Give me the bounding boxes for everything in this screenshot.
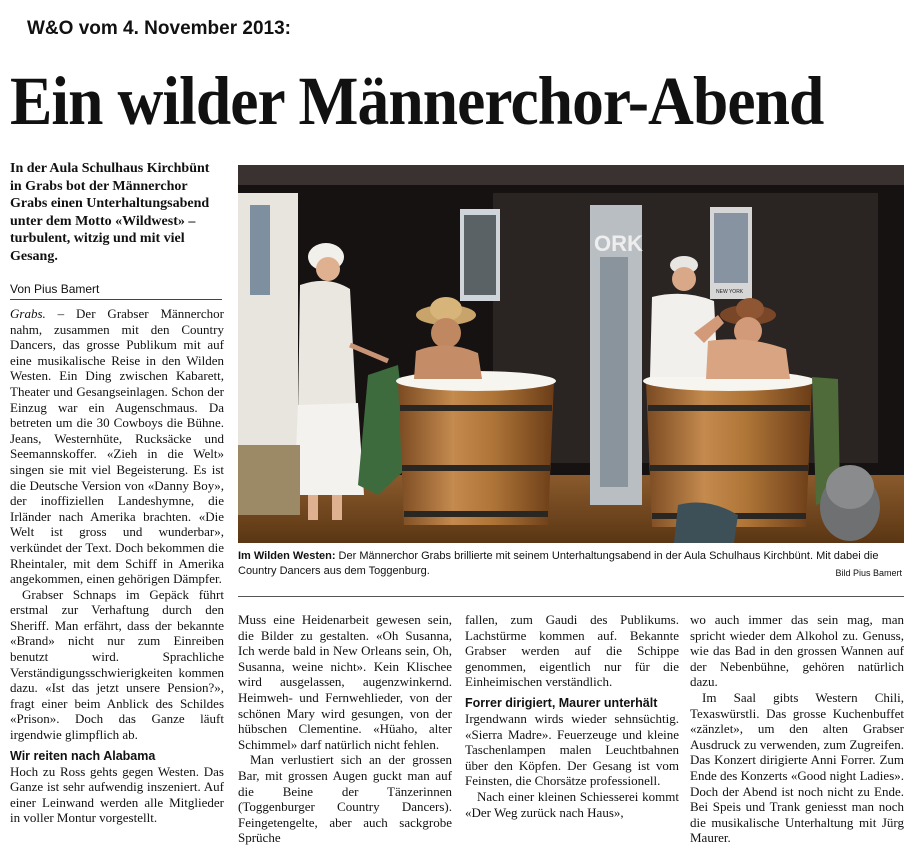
article-photo bbox=[238, 165, 904, 543]
paragraph-ross: Hoch zu Ross gehts gegen Westen. Das Ganze ist sehr aufwendig inszeniert. Auf einer Leinwand werden alle Mitglieder in voller Montur vorgestellt. bbox=[10, 763, 224, 826]
poster-new-york bbox=[710, 207, 752, 299]
paragraph-intro-text: – Der Grabser Männerchor nahm, zusammen mit den Country Dancers, das grosse Publikum mit auf eine musikalische Reise in den Wilden Westen. Ein Ding zwischen Kabarett, Theater und Gesangseinlagen. Schon der Einzug war ein Augenschmaus. Da betreten um die 30 Cowboys die Bühne. Jeans, Westernhüte, Rucksäcke und Seemannskoffer. «Zieh in die Welt» singen sie mit viel Begeisterung. Es ist die Deutsche Version von «Danny Boy», der inoffiziellen Landeshymne, die Irländer nach Amerika brachten. «Die Welt ist gross und wunderbar», verkündet der Text. Doch bekommen die Rheintaler, mit dem Schiff in Amerika angekommen, einen gehörigen Dämpfer. bbox=[10, 306, 224, 587]
poster-ork-text: ORK bbox=[594, 231, 643, 256]
paragraph-western-chili: Im Saal gibts Western Chili, Texaswürstli. Das grosse Kuchenbuffet «zänzlet», um den alten Grabser Ausdruck zu verwenden, zum Zugreifen. Das Konzert dirigierte Anni Forrer. Zum Ende des Konzerts «Good night Ladies». Doch der Abend ist noch nicht zu Ende. Bei Speis und Trank geniesst man noch die musikalische Unterhaltung mit Jürg Maurer. bbox=[690, 689, 904, 846]
wicker-basket bbox=[238, 445, 300, 515]
paragraph-gaudi: fallen, zum Gaudi des Publikums. Lachstürme kommen auf. Bekannte Grabser werden auf die Schippe genommen, eigentlich nur für die Einheimischen verständlich. bbox=[465, 612, 679, 690]
poster-left bbox=[460, 209, 500, 301]
photo-caption bbox=[238, 549, 904, 579]
photo-credit: Bild Pius Bamert bbox=[835, 568, 902, 578]
paragraph-schnaps: Grabser Schnaps im Gepäck führt erstmal zur Verhaftung durch den Sheriff. Man erfährt, dass der bekannte «Brand» nicht nur zum Einreiben benutzt wird. Sprachliche Verständigungsschwierigkeiten kommen dazu. «Ist das jetzt unsere Pension?», fragt einer beim Anblick des Schildes «Prison». Doch das Ganze läuft irgendwie glimpflich ab. bbox=[10, 586, 224, 743]
dateline: Grabs. bbox=[10, 306, 46, 321]
byline: Von Pius Bamert bbox=[10, 282, 222, 300]
lead-paragraph: In der Aula Schulhaus Kirchbünt in Grabs bot der Männerchor Grabs einen Unterhaltungsabend unter dem Motto «Wildwest» – turbulent, witzig und mit viel Gesang. bbox=[10, 161, 210, 264]
paragraph-bar: Man verlustiert sich an der grossen Bar, mit grossen Augen guckt man auf die Beine der Tänzerinnen (Toggenburger Country Dancers). Feingetengelte, aber auch sackgrobe Sprüche bbox=[238, 752, 452, 846]
subheading-alabama: Wir reiten nach Alabama bbox=[10, 748, 156, 763]
source-label: W&O vom 4. November 2013: bbox=[27, 18, 291, 39]
paragraph-intro bbox=[10, 306, 224, 587]
caption-divider bbox=[238, 596, 904, 597]
paragraph-schiesserei: Nach einer kleinen Schiesserei kommt «Der Weg zurück nach Haus», bbox=[465, 788, 679, 820]
subheading-forrer: Forrer dirigiert, Maurer unterhält bbox=[465, 695, 658, 710]
paragraph-sierra-madre: Irgendwann wirds wieder sehnsüchtig. «Sierra Madre». Feuerzeuge und kleine Taschenlampen malen Leuchtbahnen über den Köpfen. Der Gesang ist vom Feinsten, die Chorsätze professionell. bbox=[465, 710, 679, 789]
caption-text: Der Männerchor Grabs brillierte mit seinem Unterhaltungsabend in der Aula Schulhaus Kirchbünt. Mit dabei die Country Dancers aus dem Toggenburg. bbox=[238, 550, 879, 577]
paragraph-heidenarbeit: Muss eine Heidenarbeit gewesen sein, die Bilder zu gestalten. «Oh Susanna, Ich werde bald in New Orleans sein, Oh, Susanna, weine nicht». Kein Klischee wird ausgelassen, augenzwinkernd. Heimweh- und Fernwehlieder, von der schönen Mary wird gesungen, von der hübschen Clementine. «Hüaho, alter Schimmel» darf natürlich nicht fehlen. bbox=[238, 612, 452, 752]
article-column-1 bbox=[10, 306, 224, 826]
headline: Ein wilder Männerchor-Abend bbox=[10, 63, 824, 139]
poster-new-york-label: NEW YORK bbox=[716, 289, 744, 295]
article-column-2 bbox=[238, 612, 452, 846]
poster-ork bbox=[590, 205, 643, 505]
paragraph-alkohol: wo auch immer das sein mag, man spricht wieder dem Alkohol zu. Genuss, wie das Bad in den grossen Wannen auf der Nebenbühne, gehören natürlich dazu. bbox=[690, 612, 904, 690]
article-column-4 bbox=[690, 612, 904, 846]
wooden-tub-left bbox=[396, 371, 556, 525]
caption-label: Im Wilden Westen: bbox=[238, 550, 336, 562]
article-column-3 bbox=[465, 612, 679, 820]
wooden-tub-right bbox=[643, 371, 815, 527]
